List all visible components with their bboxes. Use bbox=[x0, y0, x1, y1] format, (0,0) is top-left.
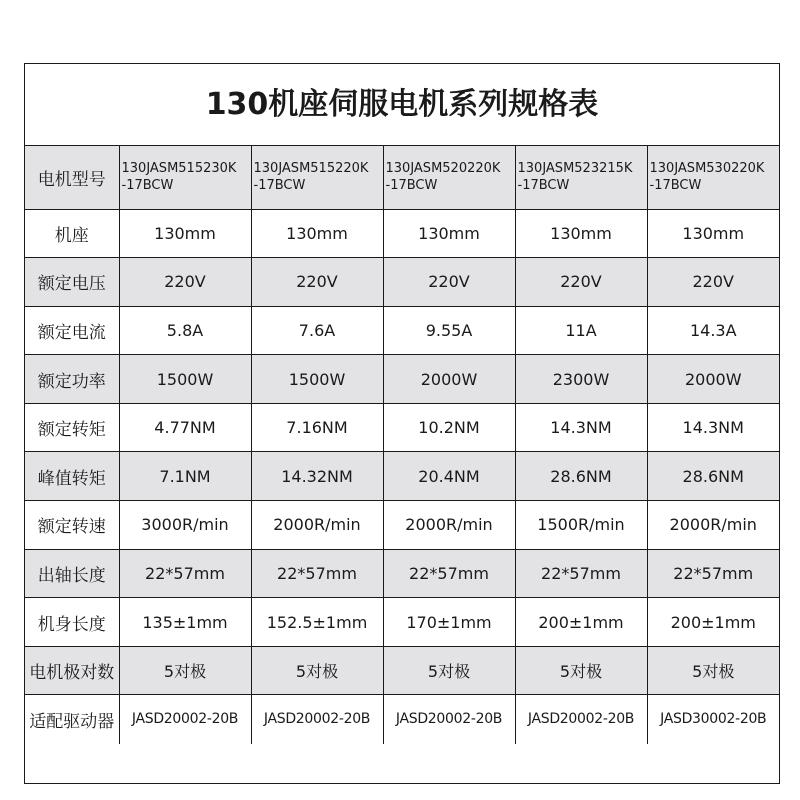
table-cell: 220V bbox=[383, 258, 515, 307]
row-label: 额定电压 bbox=[25, 258, 119, 307]
table-row-peak-torque bbox=[25, 452, 779, 501]
table-cell: 2000R/min bbox=[251, 501, 383, 550]
table-cell: 7.6A bbox=[251, 306, 383, 355]
table-cell: 130mm bbox=[251, 209, 383, 258]
table-cell: 28.6NM bbox=[515, 452, 647, 501]
table-cell: 9.55A bbox=[383, 306, 515, 355]
table-cell: 28.6NM bbox=[647, 452, 779, 501]
table-cell: 22*57mm bbox=[119, 549, 251, 598]
table-cell: 220V bbox=[647, 258, 779, 307]
table-row-rated-voltage bbox=[25, 258, 779, 307]
table-row-rated-current bbox=[25, 306, 779, 355]
table-cell: 220V bbox=[515, 258, 647, 307]
table-row-body-length bbox=[25, 598, 779, 647]
row-label: 适配驱动器 bbox=[25, 695, 119, 744]
spec-sheet bbox=[24, 63, 780, 784]
table-cell: 200±1mm bbox=[647, 598, 779, 647]
table-cell bbox=[383, 146, 515, 209]
table-cell: 22*57mm bbox=[647, 549, 779, 598]
page-title: 130机座伺服电机系列规格表 bbox=[25, 64, 779, 146]
row-label: 额定功率 bbox=[25, 355, 119, 404]
model-line: 130JASM523215K bbox=[517, 161, 633, 177]
table-cell: 2000R/min bbox=[647, 501, 779, 550]
table-cell: 14.3A bbox=[647, 306, 779, 355]
table-cell: 7.16NM bbox=[251, 403, 383, 452]
table-cell: 2000W bbox=[647, 355, 779, 404]
table-cell: 152.5±1mm bbox=[251, 598, 383, 647]
table-cell: 130mm bbox=[119, 209, 251, 258]
table-cell: 14.3NM bbox=[647, 403, 779, 452]
table-row-rated-speed bbox=[25, 501, 779, 550]
table-cell: 5对极 bbox=[515, 646, 647, 695]
table-cell: 220V bbox=[251, 258, 383, 307]
table-cell: 20.4NM bbox=[383, 452, 515, 501]
table-cell: JASD20002-20B bbox=[251, 695, 383, 744]
table-cell: 3000R/min bbox=[119, 501, 251, 550]
table-cell: 5对极 bbox=[119, 646, 251, 695]
table-cell: 130mm bbox=[383, 209, 515, 258]
table-cell: 10.2NM bbox=[383, 403, 515, 452]
table-cell: 130mm bbox=[515, 209, 647, 258]
table-cell: 22*57mm bbox=[251, 549, 383, 598]
model-line: 130JASM530220K bbox=[649, 161, 765, 177]
table-row-driver bbox=[25, 695, 779, 744]
table-cell: JASD20002-20B bbox=[383, 695, 515, 744]
row-label: 额定转矩 bbox=[25, 403, 119, 452]
table-row-pole-pairs bbox=[25, 646, 779, 695]
table-row-frame bbox=[25, 209, 779, 258]
row-label: 电机型号 bbox=[25, 146, 119, 209]
table-cell: 220V bbox=[119, 258, 251, 307]
row-label: 额定转速 bbox=[25, 501, 119, 550]
table-cell: 200±1mm bbox=[515, 598, 647, 647]
table-cell bbox=[515, 146, 647, 209]
table-cell: 14.3NM bbox=[515, 403, 647, 452]
table-cell: 1500W bbox=[251, 355, 383, 404]
table-row-shaft-length bbox=[25, 549, 779, 598]
table-cell: 5对极 bbox=[251, 646, 383, 695]
model-line: -17BCW bbox=[649, 178, 702, 194]
model-line: 130JASM515220K bbox=[253, 161, 369, 177]
table-cell: JASD20002-20B bbox=[515, 695, 647, 744]
spec-table bbox=[25, 146, 779, 744]
table-cell: 130mm bbox=[647, 209, 779, 258]
model-line: -17BCW bbox=[253, 178, 306, 194]
model-line: -17BCW bbox=[121, 178, 174, 194]
table-cell: 1500W bbox=[119, 355, 251, 404]
table-row-model bbox=[25, 146, 779, 209]
table-row-rated-torque bbox=[25, 403, 779, 452]
table-cell: 22*57mm bbox=[515, 549, 647, 598]
table-cell: 11A bbox=[515, 306, 647, 355]
table-cell: 22*57mm bbox=[383, 549, 515, 598]
table-cell: 2300W bbox=[515, 355, 647, 404]
table-cell: 2000W bbox=[383, 355, 515, 404]
row-label: 峰值转矩 bbox=[25, 452, 119, 501]
table-cell: 14.32NM bbox=[251, 452, 383, 501]
table-cell: 5.8A bbox=[119, 306, 251, 355]
table-cell: 5对极 bbox=[383, 646, 515, 695]
model-line: -17BCW bbox=[517, 178, 570, 194]
row-label: 电机极对数 bbox=[25, 646, 119, 695]
table-cell: 7.1NM bbox=[119, 452, 251, 501]
model-line: 130JASM515230K bbox=[121, 161, 237, 177]
table-cell bbox=[119, 146, 251, 209]
table-cell: JASD20002-20B bbox=[119, 695, 251, 744]
table-row-rated-power bbox=[25, 355, 779, 404]
table-cell: 2000R/min bbox=[383, 501, 515, 550]
table-cell: 1500R/min bbox=[515, 501, 647, 550]
table-cell: 5对极 bbox=[647, 646, 779, 695]
table-cell: 135±1mm bbox=[119, 598, 251, 647]
table-cell: 170±1mm bbox=[383, 598, 515, 647]
row-label: 额定电流 bbox=[25, 306, 119, 355]
table-cell: 4.77NM bbox=[119, 403, 251, 452]
row-label: 机座 bbox=[25, 209, 119, 258]
table-cell bbox=[251, 146, 383, 209]
model-line: -17BCW bbox=[385, 178, 438, 194]
model-line: 130JASM520220K bbox=[385, 161, 501, 177]
row-label: 出轴长度 bbox=[25, 549, 119, 598]
row-label: 机身长度 bbox=[25, 598, 119, 647]
table-cell bbox=[647, 146, 779, 209]
table-cell: JASD30002-20B bbox=[647, 695, 779, 744]
